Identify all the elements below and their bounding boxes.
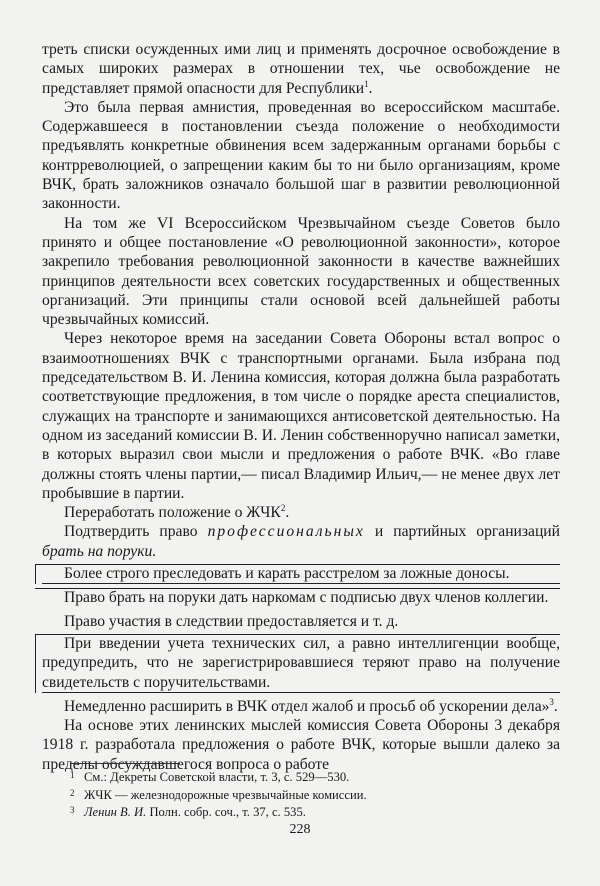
footnote-3: 3 Ленин В. И. Полн. собр. соч., т. 37, с. 535. — [70, 805, 306, 819]
quote-line: Право брать на поруки дать наркомам с подписью двух членов коллегии. — [64, 589, 549, 607]
marked-block — [35, 588, 560, 607]
quote-line: Право участия в следствии предоставляется и т. д. — [64, 612, 399, 630]
quote-line: Более строго преследовать и карать расстрелом за ложные доносы. — [42, 564, 560, 584]
footnote-ref[interactable]: 1 — [364, 78, 369, 89]
paragraph: треть списки осужденных ими лиц и применять досрочное освобождение в самых широких размерах в отношении тех, чье освобождение не представляет прямой опасности для Республики$^1$. — [42, 41, 560, 97]
page-number: 228 — [289, 822, 311, 837]
quote-line: Переработать положение о ЖЧК$^2$. — [64, 502, 290, 522]
page-body — [42, 40, 560, 774]
footnote-ref[interactable]: 2 — [280, 502, 286, 513]
paragraph: На основе этих ленинских мыслей комиссия Совета Обороны 3 декабря 1918 г. разработала предложения о работе ВЧК, которые вышли далеко за пределы обсуждавшегося вопроса о работе — [42, 717, 560, 773]
paragraph: Через некоторое время на заседании Совета Обороны встал вопрос о взаимоотношениях ВЧК с транспортными органами. Была избрана под председательством В. И. Ленина комиссия, которая должна была разработать соответствующие предложения, в том числе о порядке ареста специалистов, служащих на транспорте и занимающихся антисоветской деятельностью. На одном из заседаний комиссии В. И. Ленин собственноручно написал заметки, в которых выразил свои мысли и предложения о работе ВЧК. «Во главе должны стоять члены партии,— писал Владимир Ильич,— не менее двух лет пробывшие в партии. — [42, 330, 560, 502]
paragraph: Это была первая амнистия, проведенная во всероссийском масштабе. Содержавшееся в постановлении съезда положение о необходимости предъявлять конкретные обвинения всем задержанным органами борьбы с контрреволюцией, о запрещении каким бы то ни было организациям, кроме ВЧК, брать заложников означало большой шаг в развитии революционной законности. — [42, 98, 560, 213]
footnote-ref[interactable]: 3 — [549, 696, 554, 707]
marked-block — [35, 564, 560, 584]
marked-block — [35, 634, 560, 693]
quote-line: Подтвердить право профессиональных и партийных организаций брать на поруки. — [42, 523, 560, 560]
footnote-2: 2 ЖЧК — железнодорожные чрезвычайные комиссии. — [70, 787, 367, 802]
footnotes — [70, 768, 560, 821]
footnote-divider — [70, 763, 180, 764]
quote-line: При введении учета технических сил, а равно интеллигенции вообще, предупредить, что не зарегистрировавшиеся теряют право на получение свидетельств с поручительствами. — [42, 634, 560, 693]
footnote-1: 1 См.: Декреты Советской власти, т. 3, с. 529—530. — [70, 770, 350, 784]
paragraph: На том же VI Всероссийском Чрезвычайном съезде Советов было принято и общее постановление «О революционной законности», которое закрепило требования революционной законности в качестве важнейших принципов деятельности всех советских государственных и общественных организаций. Эти принципы стали основой всей дальнейшей работы чрезвычайных комиссий. — [42, 214, 560, 329]
quote-line: Немедленно расширить в ВЧК отдел жалоб и просьб об ускорении дела»$^3$. — [64, 696, 558, 715]
